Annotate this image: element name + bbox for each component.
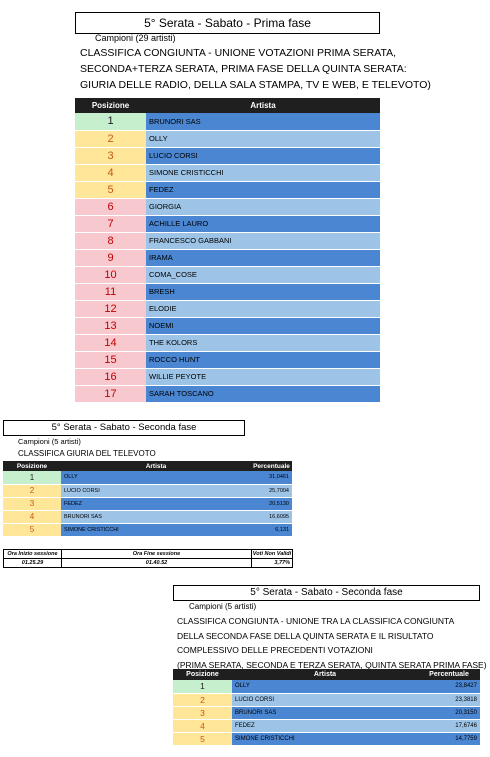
percentage-cell: 23,8427 [418,680,480,693]
position-cell: 8 [107,234,114,247]
position-cell: 6 [107,200,114,213]
position-cell: 13 [104,319,117,332]
table-row [3,471,292,484]
section3-title: 5° Serata - Sabato - Seconda fase [173,585,480,601]
percentage-cell: 17,6746 [418,719,480,732]
table-row [75,317,380,334]
artist-cell: NOEMI [146,317,380,334]
section1-description-line: SECONDA+TERZA SERATA, PRIMA FASE DELLA QUINTA SERATA: [80,63,407,75]
session-start-value: 01.25.29 [4,559,62,568]
position-cell: 7 [107,217,114,230]
artist-cell: FEDEZ [61,497,251,510]
section3-description [177,614,487,672]
position-cell: 5 [200,733,205,744]
artist-cell: SIMONE CRISTICCHI [61,523,251,536]
artist-cell: THE KOLORS [146,334,380,351]
artist-cell: LUCIO CORSI [146,147,380,164]
section3-table [173,669,480,746]
artist-cell: SARAH TOSCANO [146,385,380,402]
header-position: Posizione [3,461,61,471]
artist-cell: OLLY [146,130,380,147]
section1-description-line: GIURIA DELLE RADIO, DELLA SALA STAMPA, TV E WEB, E TELEVOTO) [80,79,431,91]
section2-description: CLASSIFICA GIURIA DEL TELEVOTO [18,449,156,458]
header-position: Posizione [75,98,146,113]
table-row [3,484,292,497]
table-row [75,198,380,215]
artist-cell: FEDEZ [232,719,418,732]
table-row [173,706,480,719]
position-cell: 9 [107,251,114,264]
section3-description-line: COMPLESSIVO DELLE PRECEDENTI VOTAZIONI [177,645,373,655]
invalid-votes-label: Voti Non Validi [252,551,292,557]
position-cell: 4 [200,720,205,731]
percentage-cell: 20,3150 [418,706,480,719]
artist-cell: FRANCESCO GABBANI [146,232,380,249]
artist-cell: OLLY [61,471,251,484]
session-end-label: Ora Fine sessione [62,550,252,559]
table-row [75,113,380,130]
position-cell: 17 [104,387,117,400]
artist-cell: COMA_COSE [146,266,380,283]
table-row [75,300,380,317]
session-info-table [3,549,293,568]
position-cell: 16 [104,370,117,383]
position-cell: 1 [107,115,114,128]
table-row [75,249,380,266]
section3-description-line: (PRIMA SERATA, SECONDA E TERZA SERATA, QUINTA SERATA PRIMA FASE) [177,659,487,670]
section3-description-line: CLASSIFICA CONGIUNTA - UNIONE TRA LA CLASSIFICA CONGIUNTA [177,616,455,626]
percentage-cell: 23,3818 [418,693,480,706]
table-row [75,368,380,385]
percentage-cell: 14,7759 [418,732,480,745]
position-cell: 1 [29,472,35,482]
table-row [75,215,380,232]
table-row [75,334,380,351]
position-cell: 1 [200,681,205,692]
table-row [173,693,480,706]
header-position: Posizione [173,669,232,680]
header-percentage: Percentuale [251,461,292,471]
section3-subtitle: Campioni (5 artisti) [189,602,257,611]
percentage-cell: 16,6095 [251,510,292,523]
percentage-cell: 6,131 [251,523,292,536]
artist-cell: BRUNORI SAS [146,113,380,130]
header-artist: Artista [61,461,251,471]
artist-cell: SIMONE CRISTICCHI [146,164,380,181]
position-cell: 2 [107,132,114,145]
percentage-cell: 25,7004 [251,484,292,497]
table-row [75,147,380,164]
table-row [3,497,292,510]
header-artist: Artista [232,669,418,680]
artist-cell: OLLY [232,680,418,693]
section3-description-line: DELLA SECONDA FASE DELLA QUINTA SERATA E IL RISULTATO [177,630,434,641]
table-row [75,283,380,300]
artist-cell: FEDEZ [146,181,380,198]
artist-cell: SIMONE CRISTICCHI [232,732,418,745]
artist-cell: LUCIO CORSI [61,484,251,497]
table-row [3,523,292,536]
table-row [3,510,292,523]
table-row [75,130,380,147]
table-row [173,732,480,745]
position-cell: 12 [104,302,117,315]
position-cell: 11 [104,285,117,298]
table-row [75,181,380,198]
section1-description-line: CLASSIFICA CONGIUNTA - UNIONE VOTAZIONI PRIMA SERATA, [80,47,397,59]
position-cell: 2 [29,486,35,495]
position-cell: 14 [104,336,117,349]
position-cell: 4 [29,512,35,521]
artist-cell: ROCCO HUNT [146,351,380,368]
artist-cell: BRESH [146,283,380,300]
section1-table [75,98,380,403]
table-row [75,266,380,283]
artist-cell: BRUNORI SAS [61,510,251,523]
table-row [75,385,380,402]
section1-description [80,45,431,93]
position-cell: 5 [107,183,114,196]
section2-title: 5° Serata - Sabato - Seconda fase [3,420,245,436]
table-row [75,164,380,181]
session-start-label: Ora Inizio sessione [4,550,62,559]
table-row [75,232,380,249]
section1-title: 5° Serata - Sabato - Prima fase [75,12,380,34]
table-row [173,719,480,732]
header-percentage: Percentuale [418,669,480,680]
section2-subtitle: Campioni (5 artisti) [18,437,81,446]
artist-cell: WILLIE PEYOTE [146,368,380,385]
header-artist: Artista [146,98,380,113]
percentage-cell: 31,0461 [251,471,292,484]
artist-cell: ACHILLE LAURO [146,215,380,232]
position-cell: 4 [107,166,114,179]
position-cell: 10 [104,268,117,281]
artist-cell: BRUNORI SAS [232,706,418,719]
artist-cell: IRAMA [146,249,380,266]
invalid-votes-value: 3,77% [252,559,293,568]
position-cell: 3 [29,499,35,508]
position-cell: 5 [29,525,35,534]
section1-subtitle: Campioni (29 artisti) [95,33,176,43]
artist-cell: GIORGIA [146,198,380,215]
table-row [173,680,480,693]
position-cell: 2 [200,694,205,705]
artist-cell: LUCIO CORSI [232,693,418,706]
section2-table [3,461,292,537]
position-cell: 15 [104,353,117,366]
table-row [75,351,380,368]
percentage-cell: 20,5130 [251,497,292,510]
session-end-value: 01.40.52 [62,559,252,568]
position-cell: 3 [200,707,205,718]
artist-cell: ELODIE [146,300,380,317]
position-cell: 3 [107,149,114,162]
